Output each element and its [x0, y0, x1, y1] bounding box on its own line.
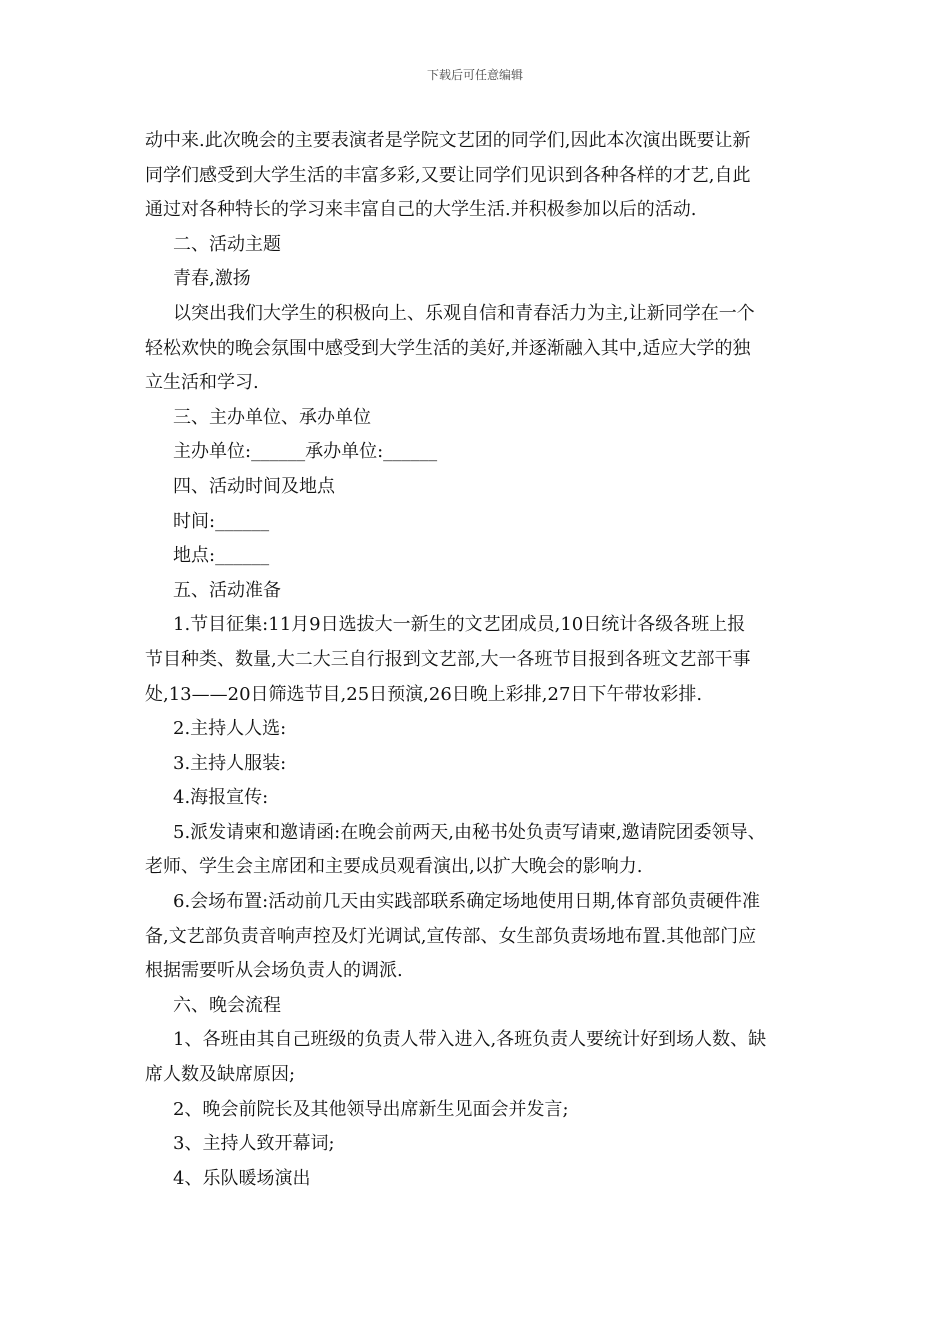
text-line: 1.节目征集:11月9日选拔大一新生的文艺团成员,10日统计各级各班上报	[173, 614, 746, 636]
text-line: 轻松欢快的晚会氛围中感受到大学生活的美好,并逐渐融入其中,适应大学的独	[145, 337, 751, 359]
text-line: 1、各班由其自己班级的负责人带入进入,各班负责人要统计好到场人数、缺	[173, 1029, 767, 1051]
document-body	[145, 124, 815, 1196]
text-line: 老师、学生会主席团和主要成员观看演出,以扩大晚会的影响力.	[145, 856, 643, 878]
text-line: 三、主办单位、承办单位	[173, 406, 371, 428]
text-line: 2.主持人人选:	[173, 718, 287, 740]
text-line: 4.海报宣传:	[173, 787, 269, 809]
text-line: 4、乐队暖场演出	[173, 1167, 311, 1189]
text-line: 席人数及缺席原因;	[145, 1064, 296, 1086]
text-line: 6.会场布置:活动前几天由实践部联系确定场地使用日期,体育部负责硬件准	[173, 891, 760, 913]
text-line: 2、晚会前院长及其他领导出席新生见面会并发言;	[173, 1098, 569, 1120]
text-line: 根据需要听从会场负责人的调派.	[145, 960, 403, 982]
text-line: 六、晚会流程	[173, 994, 281, 1016]
text-line: 3、主持人致开幕词;	[173, 1133, 335, 1155]
text-line: 时间:______	[173, 510, 270, 532]
text-line: 处,13——20日筛选节目,25日预演,26日晚上彩排,27日下午带妆彩排.	[145, 683, 703, 705]
text-line: 5.派发请柬和邀请函:在晚会前两天,由秘书处负责写请柬,邀请院团委领导、	[173, 821, 766, 843]
text-line: 同学们感受到大学生活的丰富多彩,又要让同学们见识到各种各样的才艺,自此	[145, 164, 751, 186]
text-line: 青春,激扬	[173, 268, 251, 290]
text-line: 通过对各种特长的学习来丰富自己的大学生活.并积极参加以后的活动.	[145, 199, 697, 221]
text-line: 主办单位:______承办单位:______	[173, 441, 438, 463]
text-line: 节目种类、数量,大二大三自行报到文艺部,大一各班节目报到各班文艺部干事	[145, 648, 751, 670]
text-line: 五、活动准备	[173, 579, 281, 601]
text-line: 地点:______	[173, 545, 270, 567]
text-line: 动中来.此次晚会的主要表演者是学院文艺团的同学们,因此本次演出既要让新	[145, 130, 751, 151]
text-line: 以突出我们大学生的积极向上、乐观自信和青春活力为主,让新同学在一个	[173, 302, 755, 324]
text-line: 3.主持人服装:	[173, 752, 287, 774]
page-header: 下载后可任意编辑	[426, 68, 523, 82]
text-line: 四、活动时间及地点	[173, 475, 335, 497]
text-line: 二、活动主题	[173, 233, 281, 255]
text-line: 立生活和学习.	[145, 372, 259, 394]
text-line: 备,文艺部负责音响声控及灯光调试,宣传部、女生部负责场地布置.其他部门应	[145, 925, 757, 947]
